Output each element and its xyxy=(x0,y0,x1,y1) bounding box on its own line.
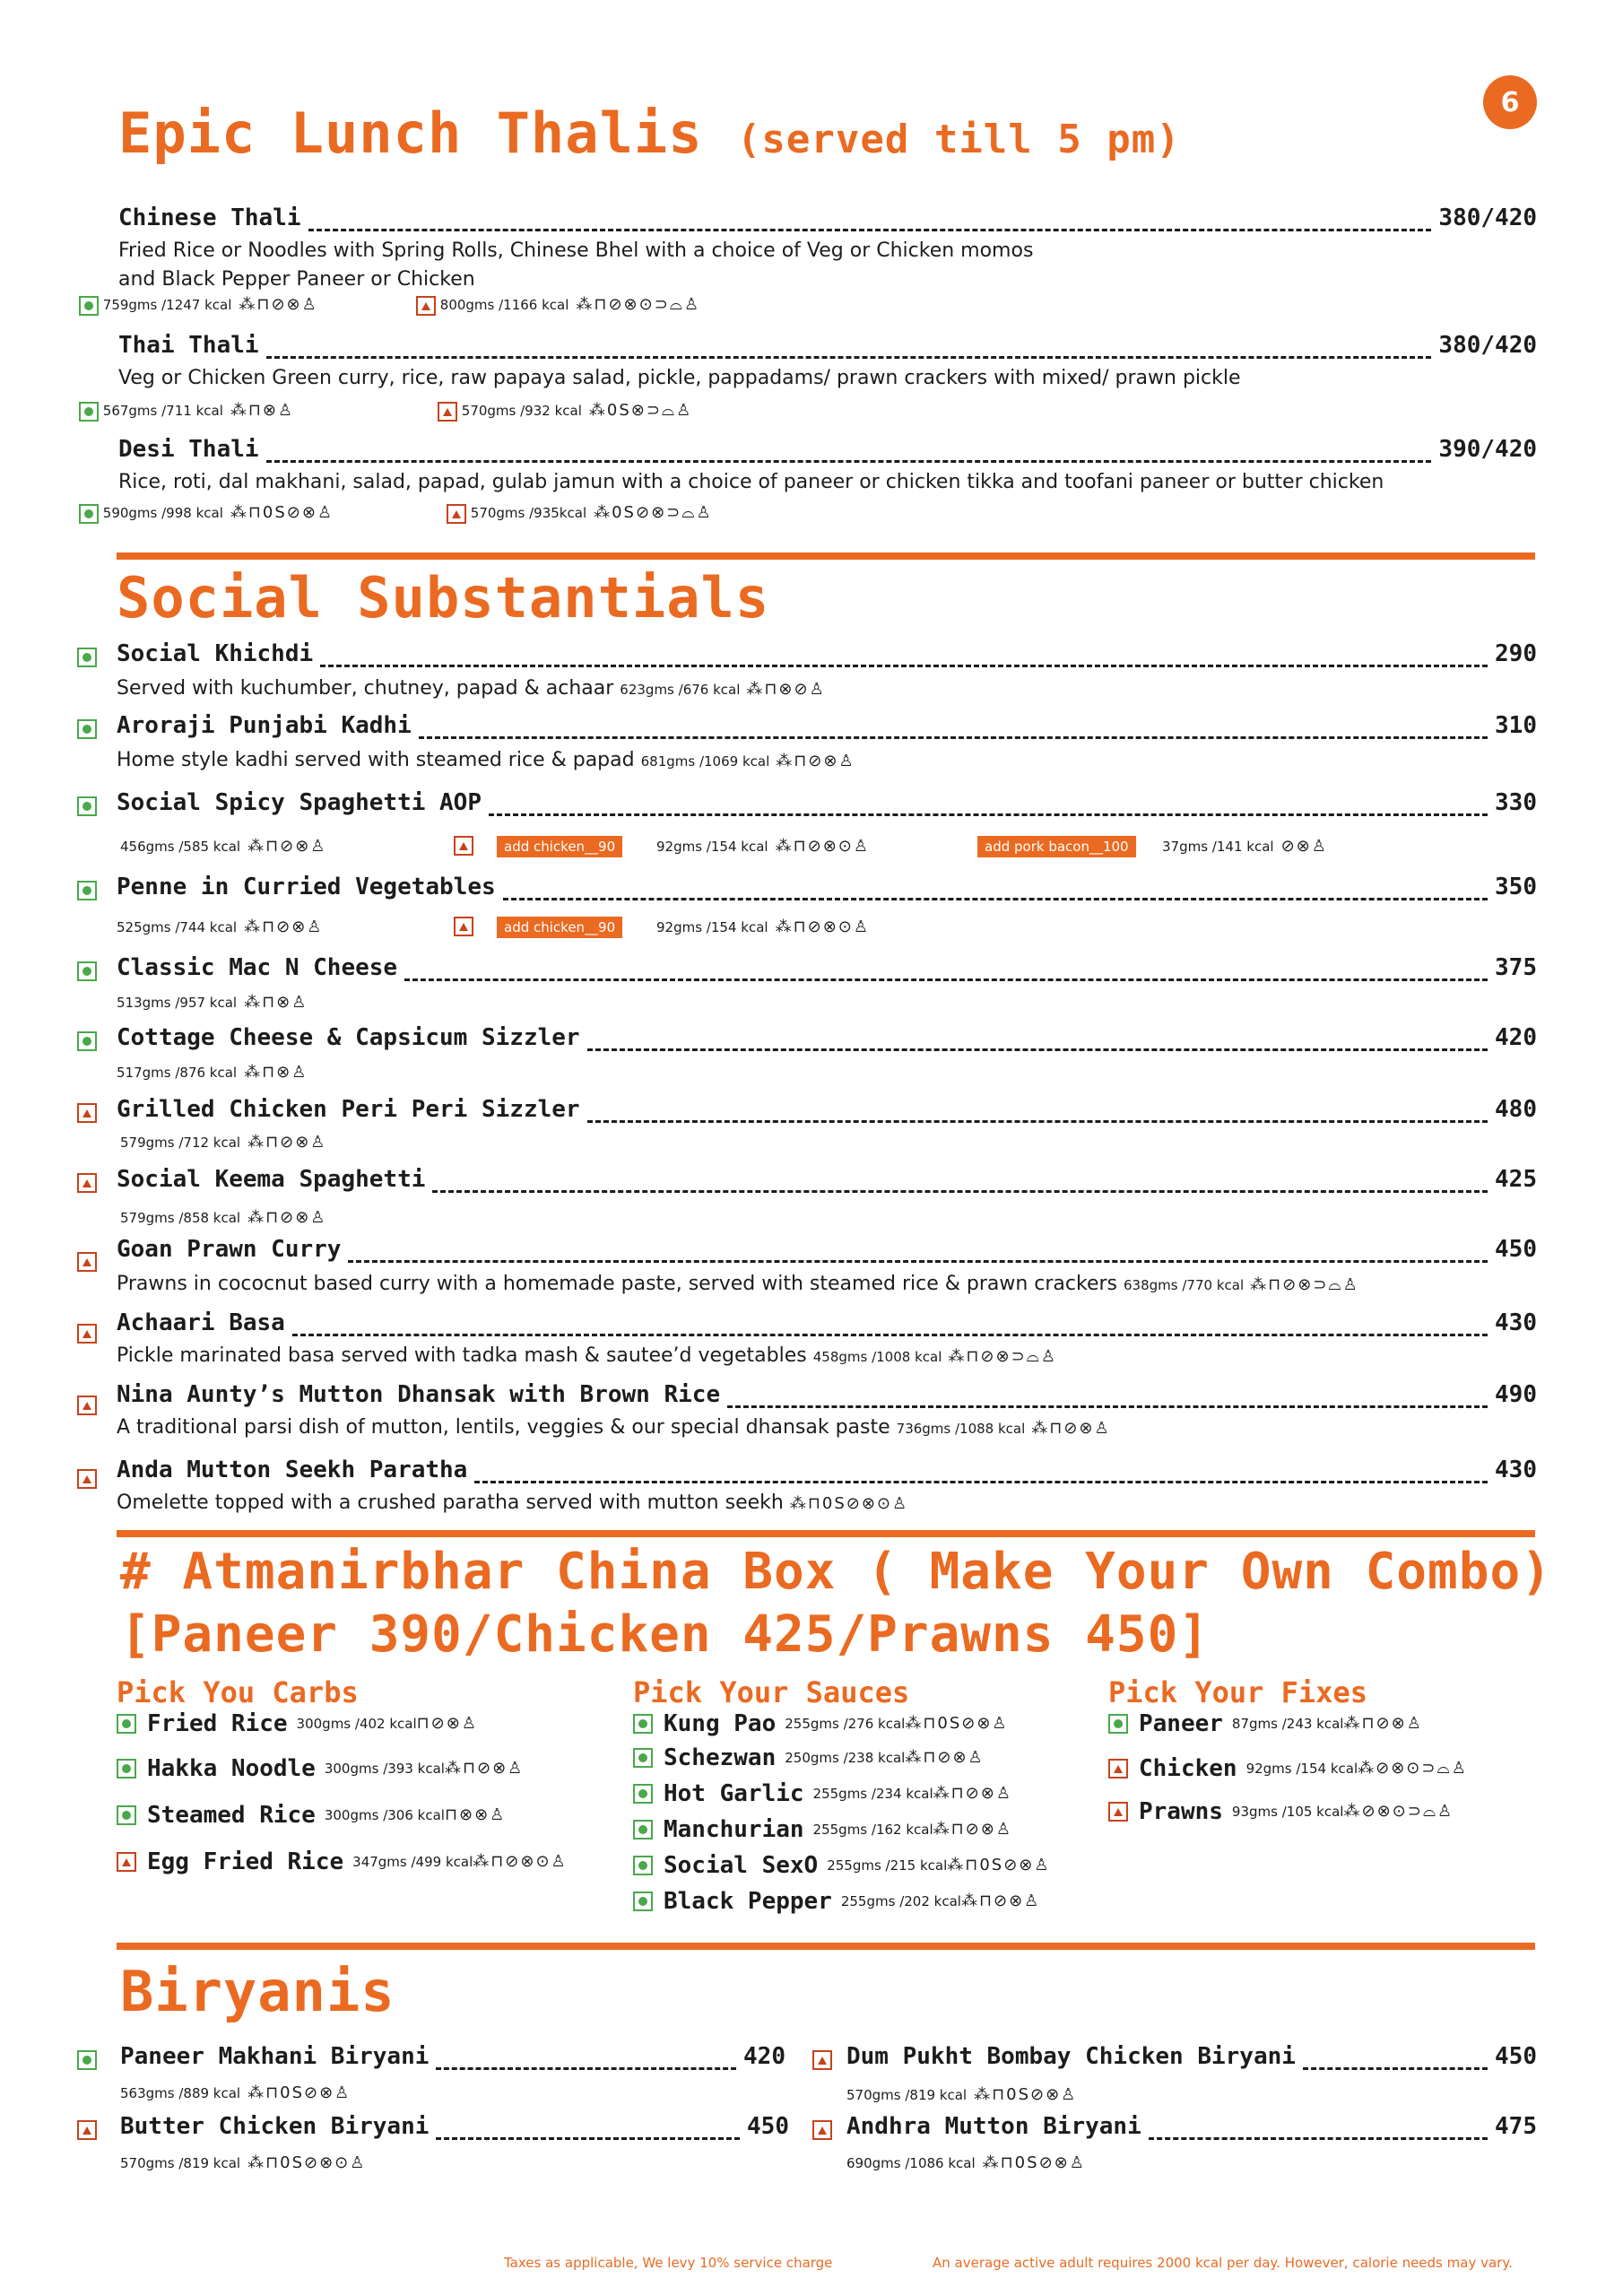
diet-marker xyxy=(77,1469,97,1489)
add-pork-bacon-addon: add pork bacon__100 xyxy=(977,836,1136,857)
combo-sauce-manchurian: Manchurian 255gms /162 kcal ⁂⊓⊘⊗♙ xyxy=(633,1813,1012,1846)
item-price: 425 xyxy=(1495,1166,1537,1193)
veg-icon xyxy=(117,1759,136,1779)
sauces-heading: Pick Your Sauces xyxy=(633,1675,910,1709)
item-price: 475 xyxy=(1495,2113,1537,2140)
item-meta: 513gms /957 kcal ⁂⊓⊗♙ xyxy=(117,993,308,1012)
allergen-icons: ⁂⊓⊗⊘♙ xyxy=(746,680,826,699)
item-description: A traditional parsi dish of mutton, lentils, veggies & our special dhansak paste xyxy=(117,1416,890,1439)
menu-item-paneer-makhani-biryani xyxy=(120,2043,785,2075)
combo-fix-chicken: Chicken 92gms /154 kcal ⁂⊘⊗⊙⊃⌓♙ xyxy=(1108,1752,1468,1785)
veg-icon xyxy=(633,1784,653,1804)
item-description-row xyxy=(117,746,855,775)
menu-item-anda-mutton-paratha xyxy=(117,1457,1537,1489)
item-description-row xyxy=(117,674,826,703)
combo-sauce-kung-pao: Kung Pao 255gms /276 kcal ⁂⊓0S⊘⊗♙ xyxy=(633,1708,1009,1740)
item-description: Veg or Chicken Green curry, rice, raw papaya salad, pickle, pappadams/ prawn crackers with mixed/ prawn pickle xyxy=(118,367,1241,389)
item-price: 390/420 xyxy=(1438,436,1537,463)
item-price: 380/420 xyxy=(1438,204,1537,231)
item-price: 450 xyxy=(1495,1236,1537,1263)
nonveg-icon xyxy=(454,917,473,936)
item-name: Social Keema Spaghetti xyxy=(117,1166,426,1193)
item-meta-nonveg: 570gms /932 kcal ⁂0S⊗⊃⌓♙ xyxy=(438,400,692,422)
item-description: Home style kadhi served with steamed rice & papad xyxy=(117,749,635,771)
veg-icon xyxy=(633,1820,653,1839)
footer-kcal-note: An average active adult requires 2000 kcal per day. However, calorie needs may vary. xyxy=(933,2255,1513,2271)
item-kcal: 681gms /1069 kcal xyxy=(640,753,770,770)
item-name: Andhra Mutton Biryani xyxy=(846,2113,1141,2140)
nonveg-icon xyxy=(77,1252,97,1272)
item-description-row xyxy=(117,1270,1359,1299)
item-description-row xyxy=(117,1489,908,1518)
nonveg-icon xyxy=(77,1469,97,1489)
diet-marker xyxy=(454,836,473,856)
item-name: Aroraji Punjabi Kadhi xyxy=(117,712,412,739)
item-description: Pickle marinated basa served with tadka mash & sautee’d vegetables xyxy=(117,1344,807,1367)
item-meta-nonveg: 570gms /935kcal ⁂0S⊘⊗⊃⌓♙ xyxy=(447,502,713,524)
allergen-icons: ⊓⊗⊗♙ xyxy=(444,1805,507,1824)
item-price: 350 xyxy=(1495,874,1537,900)
combo-sauce-hot-garlic: Hot Garlic 255gms /234 kcal ⁂⊓⊘⊗♙ xyxy=(633,1778,1012,1810)
allergen-icons: ⁂⊓⊗♙ xyxy=(244,993,308,1012)
nonveg-icon xyxy=(77,1103,97,1123)
item-description-row xyxy=(117,1413,1111,1442)
item-price: 420 xyxy=(743,2043,785,2070)
allergen-icons: ⁂0S⊗⊃⌓♙ xyxy=(588,401,693,420)
allergen-icons: ⁂⊓0S⊘⊗♙ xyxy=(947,1856,1051,1874)
footer-tax-note: Taxes as applicable, We levy 10% service charge xyxy=(504,2255,833,2271)
item-price: 375 xyxy=(1495,954,1537,981)
veg-icon xyxy=(77,961,97,981)
nonveg-icon xyxy=(77,1173,97,1193)
page-number-badge: 6 xyxy=(1483,75,1537,129)
diet-marker xyxy=(77,1324,97,1344)
veg-icon xyxy=(79,402,99,422)
item-name: Cottage Cheese & Capsicum Sizzler xyxy=(117,1024,580,1051)
item-price: 380/420 xyxy=(1438,332,1537,359)
add-chicken-addon: add chicken__90 xyxy=(497,836,622,857)
carbs-heading: Pick You Carbs xyxy=(117,1675,359,1709)
item-description: Omelette topped with a crushed paratha served with mutton seekh xyxy=(117,1492,784,1514)
allergen-icons: ⁂⊓⊘⊗♙ xyxy=(1031,1419,1111,1438)
item-meta: 456gms /585 kcal ⁂⊓⊘⊗♙ xyxy=(120,837,327,856)
menu-item-mac-n-cheese xyxy=(117,954,1537,987)
menu-item-cottage-cheese-sizzler xyxy=(117,1024,1537,1057)
addon-meta: 37gms /141 kcal ⊘⊗♙ xyxy=(1162,837,1328,856)
item-meta-veg: 567gms /711 kcal ⁂⊓⊗♙ xyxy=(79,400,294,422)
diet-marker xyxy=(812,2050,832,2070)
nonveg-icon xyxy=(77,2120,97,2140)
section-divider xyxy=(117,1943,1535,1950)
allergen-icons: ⁂⊓⊘⊗♙ xyxy=(444,1759,525,1778)
menu-item-thai-thali xyxy=(118,332,1537,364)
menu-item-social-khichdi xyxy=(117,640,1537,673)
item-meta: 563gms /889 kcal ⁂⊓0S⊘⊗♙ xyxy=(120,2083,352,2102)
nonveg-icon xyxy=(1108,1759,1128,1779)
allergen-icons: ⁂⊓0S⊘⊗♙ xyxy=(982,2153,1086,2172)
nonveg-icon xyxy=(416,296,436,316)
nonveg-icon xyxy=(77,1324,97,1344)
section-title-biryanis: Biryanis xyxy=(120,1959,395,2024)
diet-marker xyxy=(77,2050,97,2070)
item-name: Classic Mac N Cheese xyxy=(117,954,398,981)
addon-meta: 92gms /154 kcal ⁂⊓⊘⊗⊙♙ xyxy=(656,837,870,856)
allergen-icons: ⁂⊓⊘⊗♙ xyxy=(247,837,327,856)
diet-marker xyxy=(77,1252,97,1272)
item-name: Penne in Curried Vegetables xyxy=(117,874,496,900)
item-name: Achaari Basa xyxy=(117,1309,285,1336)
item-price: 430 xyxy=(1495,1309,1537,1336)
allergen-icons: ⁂⊓0S⊘⊗♙ xyxy=(230,503,334,522)
item-meta: 690gms /1086 kcal ⁂⊓0S⊘⊗♙ xyxy=(846,2153,1086,2172)
item-name: Social Khichdi xyxy=(117,640,314,667)
menu-item-punjabi-kadhi xyxy=(117,712,1537,744)
item-description-row xyxy=(117,1342,1057,1370)
allergen-icons: ⊘⊗♙ xyxy=(1280,837,1328,856)
item-description: Fried Rice or Noodles with Spring Rolls, Chinese Bhel with a choice of Veg or Chicken momos xyxy=(118,239,1034,262)
menu-item-butter-chicken-biryani xyxy=(120,2113,789,2145)
fixes-heading: Pick Your Fixes xyxy=(1108,1675,1367,1709)
diet-marker xyxy=(77,719,97,739)
allergen-icons: ⁂0S⊘⊗⊃⌓♙ xyxy=(594,503,713,522)
menu-item-andhra-mutton-biryani xyxy=(846,2113,1537,2145)
diet-marker xyxy=(77,648,97,667)
veg-icon xyxy=(77,648,97,667)
allergen-icons: ⁂⊓⊗♙ xyxy=(230,401,295,420)
allergen-icons: ⁂⊓⊘⊗⊙♙ xyxy=(775,837,870,856)
thalis-title: Epic Lunch Thalis xyxy=(118,100,703,166)
item-name: Thai Thali xyxy=(118,332,259,359)
item-name: Butter Chicken Biryani xyxy=(120,2113,430,2140)
menu-item-achaari-basa xyxy=(117,1309,1537,1342)
item-name: Chinese Thali xyxy=(118,204,301,231)
item-price: 420 xyxy=(1495,1024,1537,1051)
item-meta: 579gms /712 kcal ⁂⊓⊘⊗♙ xyxy=(120,1133,327,1152)
allergen-icons: ⁂⊓⊘⊗⊃⌓♙ xyxy=(1250,1275,1359,1294)
menu-item-penne xyxy=(117,874,1537,906)
item-price: 450 xyxy=(1495,2043,1537,2070)
nonveg-icon xyxy=(447,504,466,524)
veg-icon xyxy=(117,1714,136,1734)
diet-marker xyxy=(454,917,473,936)
item-kcal: 736gms /1088 kcal xyxy=(896,1421,1026,1437)
section-divider xyxy=(117,552,1535,560)
allergen-icons: ⊓⊘⊗♙ xyxy=(416,1714,478,1733)
combo-carb-hakka-noodle: Hakka Noodle 300gms /393 kcal ⁂⊓⊘⊗♙ xyxy=(117,1752,524,1785)
veg-icon xyxy=(77,1031,97,1051)
nonveg-icon xyxy=(1108,1802,1128,1822)
nonveg-icon xyxy=(454,836,473,856)
allergen-icons: ⁂⊓0S⊘⊗⊙♙ xyxy=(789,1494,909,1513)
nonveg-icon xyxy=(438,402,457,422)
diet-marker xyxy=(812,2120,832,2140)
item-price: 290 xyxy=(1495,640,1537,667)
allergen-icons: ⁂⊓⊘⊗⊙♙ xyxy=(473,1852,568,1871)
item-meta: 570gms /819 kcal ⁂⊓0S⊘⊗⊙♙ xyxy=(120,2153,367,2172)
item-price: 310 xyxy=(1495,712,1537,739)
allergen-icons: ⁂⊓0S⊘⊗♙ xyxy=(247,2083,352,2102)
allergen-icons: ⁂⊓⊘⊗♙ xyxy=(905,1748,985,1767)
menu-item-keema-spaghetti xyxy=(117,1166,1537,1198)
allergen-icons: ⁂⊓⊘⊗⊙♙ xyxy=(775,918,870,936)
item-meta-nonveg: 800gms /1166 kcal ⁂⊓⊘⊗⊙⊃⌓♙ xyxy=(416,294,700,316)
section-title-china-box: # Atmanirbhar China Box ( Make Your Own Combo) xyxy=(120,1543,1552,1601)
item-price: 330 xyxy=(1495,789,1537,816)
item-description: Rice, roti, dal makhani, salad, papad, gulab jamun with a choice of paneer or chicken tikka and toofani paneer or butter chicken xyxy=(118,471,1384,493)
item-name: Goan Prawn Curry xyxy=(117,1236,342,1263)
veg-icon xyxy=(77,881,97,900)
allergen-icons: ⁂⊘⊗⊙⊃⌓♙ xyxy=(1358,1759,1468,1778)
combo-carb-fried-rice: Fried Rice 300gms /402 kcal ⊓⊘⊗♙ xyxy=(117,1708,478,1740)
item-meta: 517gms /876 kcal ⁂⊓⊗♙ xyxy=(117,1063,308,1082)
item-name: Grilled Chicken Peri Peri Sizzler xyxy=(117,1096,580,1123)
item-price: 480 xyxy=(1495,1096,1537,1123)
add-chicken-addon: add chicken__90 xyxy=(497,917,622,938)
combo-fix-paneer: Paneer 87gms /243 kcal ⁂⊓⊘⊗♙ xyxy=(1108,1708,1423,1740)
nonveg-icon xyxy=(77,1396,97,1415)
diet-marker xyxy=(77,961,97,981)
combo-sauce-schezwan: Schezwan 250gms /238 kcal ⁂⊓⊘⊗♙ xyxy=(633,1742,985,1774)
allergen-icons: ⁂⊓⊘⊗♙ xyxy=(933,1784,1012,1803)
allergen-icons: ⁂⊓0S⊘⊗♙ xyxy=(905,1714,1009,1733)
allergen-icons: ⁂⊓⊘⊗⊃⌓♙ xyxy=(948,1347,1058,1366)
item-meta: 570gms /819 kcal ⁂⊓0S⊘⊗♙ xyxy=(846,2085,1078,2104)
china-box-prices: [Paneer 390/Chicken 425/Prawns 450] xyxy=(120,1605,1211,1664)
veg-icon xyxy=(79,504,99,524)
item-meta-veg: 590gms /998 kcal ⁂⊓0S⊘⊗♙ xyxy=(79,502,334,524)
allergen-icons: ⁂⊓⊘⊗♙ xyxy=(239,295,318,314)
allergen-icons: ⁂⊓0S⊘⊗⊙♙ xyxy=(247,2153,367,2172)
item-meta: 579gms /858 kcal ⁂⊓⊘⊗♙ xyxy=(120,1208,327,1227)
item-price: 430 xyxy=(1495,1457,1537,1483)
item-name: Desi Thali xyxy=(118,436,259,463)
combo-fix-prawns: Prawns 93gms /105 kcal ⁂⊘⊗⊙⊃⌓♙ xyxy=(1108,1796,1454,1828)
item-name: Nina Aunty’s Mutton Dhansak with Brown Rice xyxy=(117,1381,721,1408)
veg-icon xyxy=(117,1805,136,1825)
veg-icon xyxy=(633,1856,653,1875)
veg-icon xyxy=(77,719,97,739)
veg-icon xyxy=(1108,1714,1128,1734)
allergen-icons: ⁂⊓⊘⊗♙ xyxy=(247,1208,327,1227)
veg-icon xyxy=(633,1892,653,1911)
allergen-icons: ⁂⊘⊗⊙⊃⌓♙ xyxy=(1343,1802,1454,1821)
item-kcal: 458gms /1008 kcal xyxy=(812,1349,942,1365)
nonveg-icon xyxy=(812,2120,832,2140)
item-description: and Black Pepper Paneer or Chicken xyxy=(118,268,475,291)
veg-icon xyxy=(633,1748,653,1768)
veg-icon xyxy=(79,296,99,316)
menu-item-dum-pukht-biryani xyxy=(846,2043,1537,2075)
item-description: Prawns in cococnut based curry with a homemade paste, served with steamed rice & prawn crackers xyxy=(117,1273,1118,1295)
menu-item-mutton-dhansak xyxy=(117,1381,1537,1413)
item-name: Social Spicy Spaghetti AOP xyxy=(117,789,482,816)
section-title-social: Social Substantials xyxy=(117,565,770,631)
menu-item-spicy-spaghetti xyxy=(117,789,1537,822)
menu-item-chinese-thali xyxy=(118,204,1537,237)
diet-marker xyxy=(77,1173,97,1193)
combo-carb-egg-fried-rice: Egg Fried Rice 347gms /499 kcal ⁂⊓⊘⊗⊙♙ xyxy=(117,1846,568,1878)
allergen-icons: ⁂⊓⊘⊗♙ xyxy=(247,1133,327,1152)
diet-marker xyxy=(77,1396,97,1415)
combo-carb-steamed-rice: Steamed Rice 300gms /306 kcal ⊓⊗⊗♙ xyxy=(117,1799,506,1831)
allergen-icons: ⁂⊓⊘⊗♙ xyxy=(960,1892,1041,1910)
nonveg-icon xyxy=(812,2050,832,2070)
nonveg-icon xyxy=(117,1852,136,1872)
item-name: Anda Mutton Seekh Paratha xyxy=(117,1457,468,1483)
item-meta-veg: 759gms /1247 kcal ⁂⊓⊘⊗♙ xyxy=(79,294,318,316)
item-name: Dum Pukht Bombay Chicken Biryani xyxy=(846,2043,1296,2070)
allergen-icons: ⁂⊓0S⊘⊗♙ xyxy=(974,2085,1078,2104)
veg-icon xyxy=(77,796,97,816)
allergen-icons: ⁂⊓⊘⊗♙ xyxy=(776,752,855,770)
veg-icon xyxy=(633,1714,653,1734)
veg-icon xyxy=(77,2050,97,2070)
diet-marker xyxy=(77,2120,97,2140)
item-kcal: 623gms /676 kcal xyxy=(620,682,741,698)
allergen-icons: ⁂⊓⊘⊗⊙⊃⌓♙ xyxy=(576,295,701,314)
section-title-thalis xyxy=(118,100,1181,166)
addon-meta: 92gms /154 kcal ⁂⊓⊘⊗⊙♙ xyxy=(656,918,870,936)
menu-item-desi-thali xyxy=(118,436,1537,468)
menu-item-peri-peri-sizzler xyxy=(117,1096,1537,1128)
item-meta: 525gms /744 kcal ⁂⊓⊘⊗♙ xyxy=(117,918,324,936)
diet-marker xyxy=(77,1103,97,1123)
item-kcal: 638gms /770 kcal xyxy=(1124,1277,1245,1293)
item-price: 490 xyxy=(1495,1381,1537,1408)
menu-item-goan-prawn-curry xyxy=(117,1236,1537,1268)
diet-marker xyxy=(77,1031,97,1051)
combo-sauce-social-sexo: Social SexO 255gms /215 kcal ⁂⊓0S⊘⊗♙ xyxy=(633,1849,1051,1882)
allergen-icons: ⁂⊓⊘⊗♙ xyxy=(933,1820,1012,1839)
item-description: Served with kuchumber, chutney, papad & achaar xyxy=(117,677,614,700)
allergen-icons: ⁂⊓⊗♙ xyxy=(244,1063,308,1082)
diet-marker xyxy=(77,881,97,900)
diet-marker xyxy=(77,796,97,816)
item-name: Paneer Makhani Biryani xyxy=(120,2043,430,2070)
allergen-icons: ⁂⊓⊘⊗♙ xyxy=(1343,1714,1423,1733)
item-price: 450 xyxy=(747,2113,789,2140)
combo-sauce-black-pepper: Black Pepper 255gms /202 kcal ⁂⊓⊘⊗♙ xyxy=(633,1885,1040,1918)
allergen-icons: ⁂⊓⊘⊗♙ xyxy=(244,918,324,936)
thalis-subtitle: (served till 5 pm) xyxy=(736,117,1181,162)
section-divider xyxy=(117,1530,1535,1537)
